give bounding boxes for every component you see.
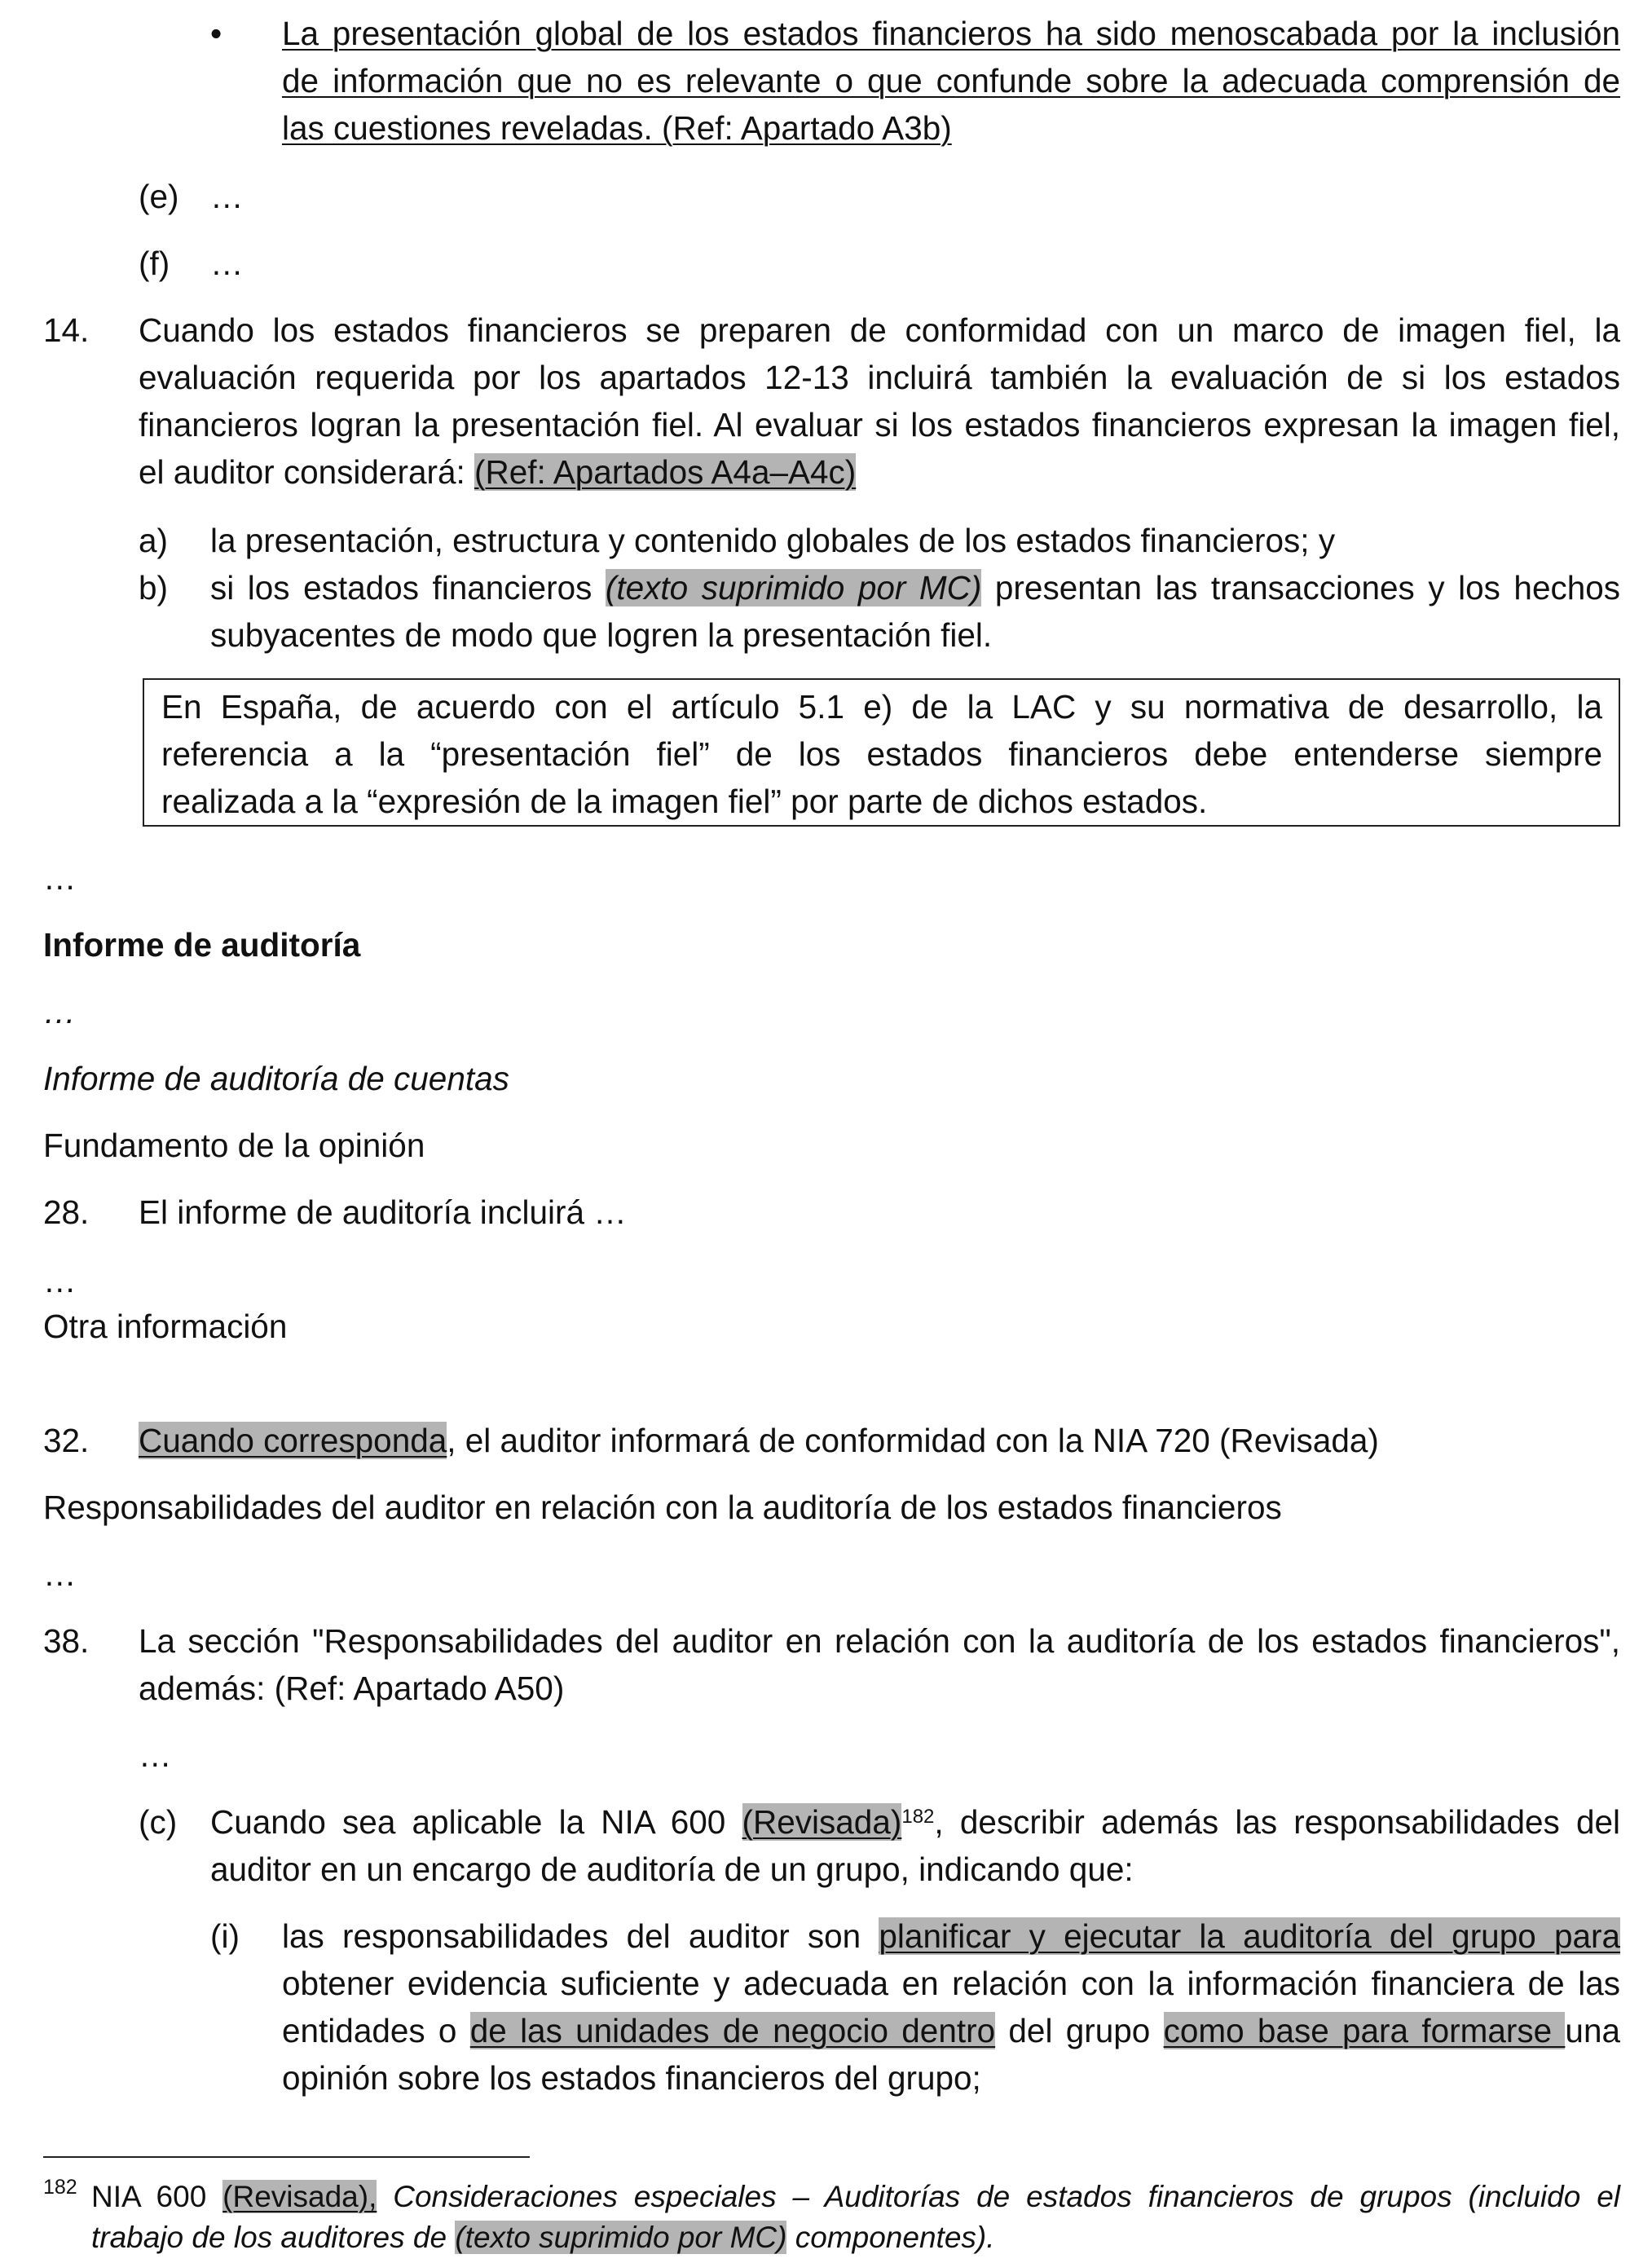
item-c-label: (c) — [139, 1803, 178, 1841]
paragraph-14-number: 14. — [43, 311, 90, 349]
suppressed-text-highlight: (texto suprimido por MC) — [605, 569, 982, 607]
fundamento-opinion: Fundamento de la opinión — [43, 1127, 425, 1164]
item-b-line-1: si los estados financieros (texto suprimido por MC) presentan las transacciones y los hechos — [210, 569, 1621, 607]
bullet-line-1: La presentación global de los estados financieros ha sido menoscabada por la inclusión — [282, 15, 1620, 52]
paragraph-14-line-4-text: el auditor considerará: — [139, 453, 474, 491]
item-i-line-1: las responsabilidades del auditor son planificar y ejecutar la auditoría del grupo para — [282, 1917, 1621, 1955]
item-i-line-3: entidades o de las unidades de negocio dentro del grupo como base para formarse una — [282, 2012, 1620, 2049]
item-f-text: … — [210, 245, 244, 282]
bullet-symbol: • — [210, 15, 222, 52]
footnote-number: 182 — [43, 2176, 77, 2199]
item-i-label: (i) — [210, 1917, 240, 1955]
bullet-line-3: las cuestiones reveladas. (Ref: Apartado A3b) — [282, 109, 952, 147]
ellipsis-4: … — [43, 1555, 77, 1593]
footnote-line-1: NIA 600 (Revisada), Consideraciones especiales – Auditorías de estados financieros de grupos (incluido el — [91, 2180, 1620, 2213]
item-a-text: la presentación, estructura y contenido globales de los estados financieros; y — [210, 522, 1336, 559]
item-c-line-1: Cuando sea aplicable la NIA 600 (Revisada)$^{182}$, describir además las responsabilidades del — [210, 1803, 1621, 1841]
paragraph-28-text: El informe de auditoría incluirá … — [139, 1193, 627, 1231]
footnote-ref-182: 182 — [901, 1806, 935, 1828]
paragraph-38-line-1: La sección "Responsabilidades del auditor en relación con la auditoría de los estados financieros", — [139, 1622, 1620, 1660]
planificar-highlight: planificar y ejecutar la auditoría del grupo para — [879, 1917, 1621, 1955]
ellipsis-3: … — [43, 1262, 77, 1299]
item-f-label: (f) — [139, 245, 170, 282]
footnote-line-2: trabajo de los auditores de (texto suprimido por MC) componentes). — [91, 2221, 995, 2254]
revisada-highlight: (Revisada) — [742, 1803, 902, 1841]
item-e-text: … — [210, 178, 244, 215]
item-i-line-2: obtener evidencia suficiente y adecuada en relación con la información financiera de las — [282, 1965, 1620, 2002]
paragraph-38-line-2: además: (Ref: Apartado A50) — [139, 1670, 565, 1707]
cuando-corresponda-highlight: Cuando corresponda — [139, 1422, 447, 1459]
item-c-line-2: auditor en un encargo de auditoría de un grupo, indicando que: — [210, 1851, 1134, 1888]
spain-note-line-3: realizada a la “expresión de la imagen fiel” por parte de dichos estados. — [161, 783, 1208, 820]
item-e-label: (e) — [139, 178, 179, 215]
unidades-negocio-highlight: de las unidades de negocio dentro — [469, 2012, 996, 2049]
paragraph-14-line-4 — [139, 448, 856, 496]
paragraph-32-number: 32. — [43, 1422, 90, 1459]
footnote-suppressed-highlight: (texto suprimido por MC) — [455, 2221, 787, 2254]
item-a-label: a) — [139, 522, 169, 559]
paragraph-38-number: 38. — [43, 1622, 90, 1660]
subheading-informe-cuentas: Informe de auditoría de cuentas — [43, 1060, 509, 1097]
paragraph-32-text: Cuando corresponda, el auditor informará de conformidad con la NIA 720 (Revisada) — [139, 1422, 1379, 1459]
footnote-revisada-highlight: (Revisada), — [222, 2180, 377, 2213]
item-b-label: b) — [139, 569, 169, 607]
spain-note-line-2: referencia a la “presentación fiel” de los estados financieros debe entenderse siempre — [161, 735, 1602, 773]
responsabilidades-heading: Responsabilidades del auditor en relación con la auditoría de los estados financieros — [43, 1489, 1282, 1526]
heading-informe-auditoria: Informe de auditoría — [43, 926, 361, 964]
paragraph-28-number: 28. — [43, 1193, 90, 1231]
paragraph-14-line-3: financieros logran la presentación fiel. Al evaluar si los estados financieros expresan la imagen fiel, — [139, 406, 1620, 443]
bullet-line-3-mask — [962, 104, 1630, 152]
ellipsis-2: … — [43, 993, 77, 1030]
ellipsis-1: … — [43, 859, 77, 897]
footnote-separator — [43, 2156, 530, 2158]
item-i-line-4: opinión sobre los estados financieros del grupo; — [282, 2059, 981, 2097]
otra-informacion: Otra información — [43, 1308, 288, 1345]
paragraph-14-line-1: Cuando los estados financieros se preparen de conformidad con un marco de imagen fiel, la — [139, 311, 1620, 349]
paragraph-14-line-2: evaluación requerida por los apartados 12-13 incluirá también la evaluación de si los estados — [139, 359, 1620, 396]
ref-a4a-a4c: (Ref: Apartados A4a–A4c) — [474, 453, 857, 491]
bullet-line-2: de información que no es relevante o que confunde sobre la adecuada comprensión de — [282, 62, 1620, 99]
paragraph-38-ellipsis: … — [139, 1736, 172, 1774]
spain-note-line-1: En España, de acuerdo con el artículo 5.1 e) de la LAC y su normativa de desarrollo, la — [161, 688, 1602, 726]
como-base-highlight: como base para formarse — [1163, 2012, 1566, 2049]
item-b-line-2: subyacentes de modo que logren la presentación fiel. — [210, 616, 993, 654]
